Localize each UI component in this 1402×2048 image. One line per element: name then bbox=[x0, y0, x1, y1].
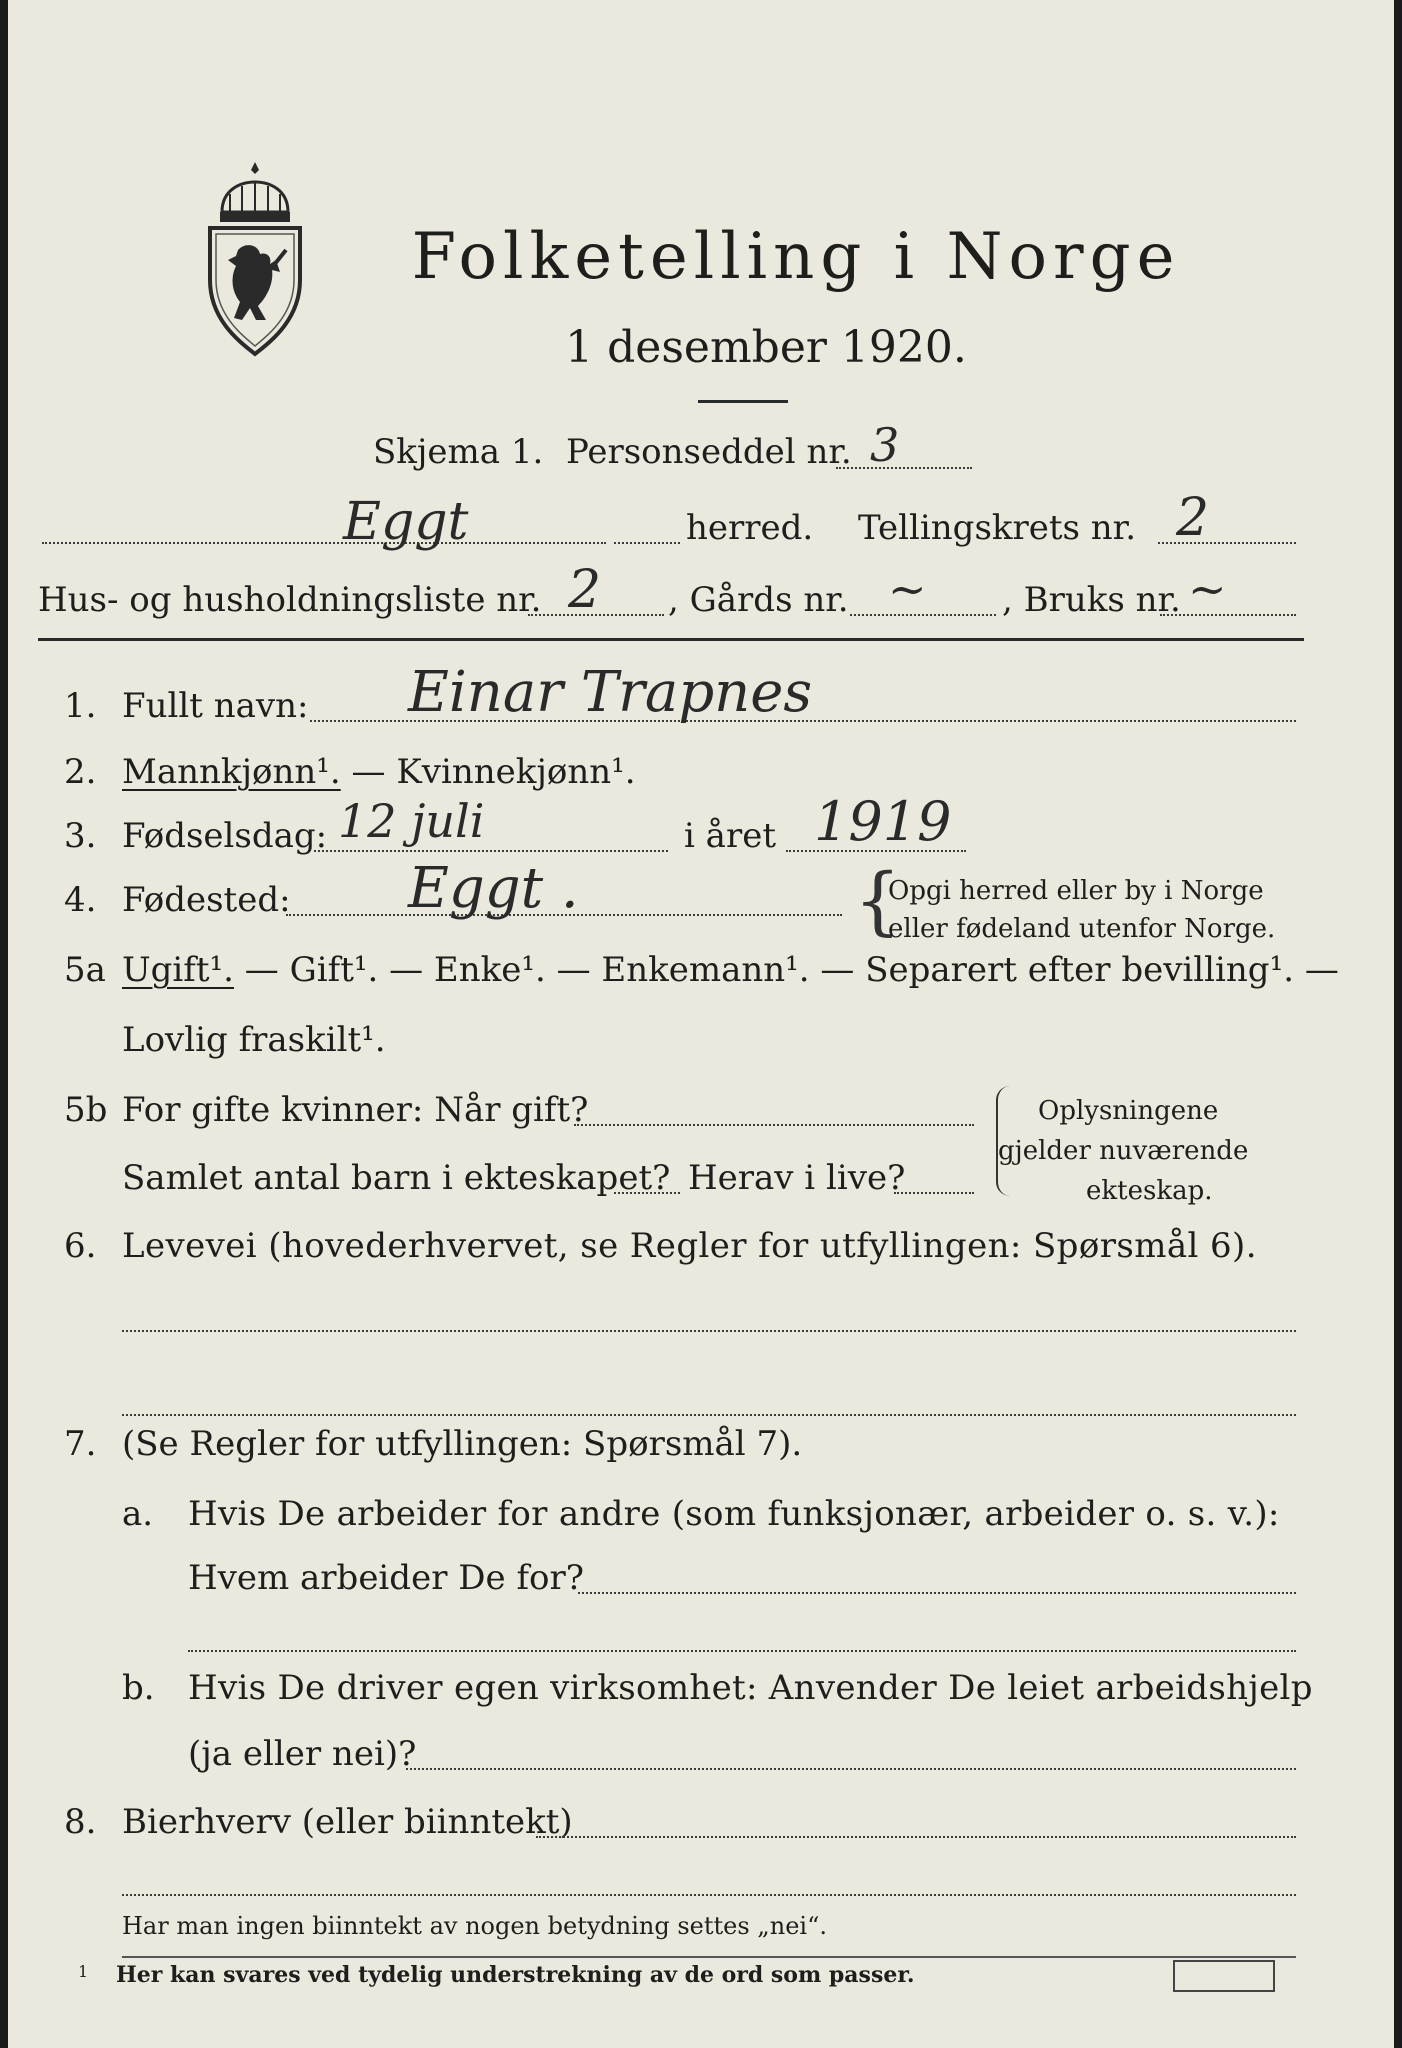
q7a-letter: a. bbox=[122, 1494, 154, 1534]
side-income-field-line[interactable] bbox=[536, 1836, 1296, 1838]
form-title: Folketelling i Norge bbox=[411, 220, 1181, 294]
q3-number: 3. bbox=[64, 816, 97, 856]
occupation-field-line-1[interactable] bbox=[122, 1330, 1296, 1332]
gards-value[interactable]: ~ bbox=[888, 562, 927, 616]
when-married-label: For gifte kvinner: Når gift? bbox=[122, 1090, 589, 1130]
skjema-label: Skjema 1. bbox=[373, 432, 544, 472]
full-name-value[interactable]: Einar Trapnes bbox=[408, 660, 813, 725]
birthplace-value[interactable]: Eggt . bbox=[408, 856, 579, 921]
employer-label: Hvem arbeider De for? bbox=[188, 1558, 584, 1598]
children-alive-field-line bbox=[894, 1192, 974, 1194]
gender-female-option[interactable]: Kvinnekjønn¹. bbox=[396, 752, 636, 792]
birthplace-label: Fødested: bbox=[122, 880, 291, 920]
birthdate-label: Fødselsdag: bbox=[122, 816, 328, 856]
q1-number: 1. bbox=[64, 686, 97, 726]
birthdate-value[interactable]: 12 juli bbox=[338, 794, 485, 848]
children-alive-label: Herav i live? bbox=[688, 1158, 906, 1198]
herred-label: herred. bbox=[686, 508, 814, 548]
herred-field-line bbox=[42, 542, 606, 544]
occupation-field-line-2[interactable] bbox=[122, 1414, 1296, 1416]
hired-help-field-line[interactable] bbox=[406, 1768, 1296, 1770]
herred-field-line-2 bbox=[614, 542, 680, 544]
printer-stamp-icon bbox=[1173, 1960, 1275, 1992]
footnote-mark: 1 bbox=[78, 1962, 89, 1981]
birthyear-value[interactable]: 1919 bbox=[814, 790, 952, 853]
bruks-value[interactable]: ~ bbox=[1188, 562, 1227, 616]
side-income-note: Har man ingen biinntekt av nogen betydning settes „nei“. bbox=[122, 1912, 827, 1940]
gards-label: , Gårds nr. bbox=[668, 580, 849, 620]
husholdningsliste-value[interactable]: 2 bbox=[568, 560, 602, 620]
marriage-note-line3: ekteskap. bbox=[1086, 1176, 1213, 1206]
q7-number: 7. bbox=[64, 1424, 97, 1464]
husholdningsliste-label: Hus- og husholdningsliste nr. bbox=[38, 580, 542, 620]
when-married-field-line bbox=[574, 1124, 974, 1126]
bruks-field-line bbox=[1160, 614, 1296, 616]
tellingskrets-label: Tellingskrets nr. bbox=[858, 508, 1137, 548]
bruks-label: , Bruks nr. bbox=[1002, 580, 1181, 620]
employee-question: Hvis De arbeider for andre (som funksjonær, arbeider o. s. v.): bbox=[188, 1494, 1280, 1534]
personseddel-label: Personseddel nr. bbox=[566, 432, 852, 472]
header-divider bbox=[38, 638, 1304, 641]
census-form-page bbox=[8, 0, 1394, 2048]
birthyear-label: i året bbox=[684, 816, 776, 856]
q7-label: (Se Regler for utfyllingen: Spørsmål 7). bbox=[122, 1424, 803, 1464]
herred-value[interactable]: Eggt bbox=[343, 492, 469, 552]
side-income-field-line-2[interactable] bbox=[122, 1894, 1296, 1896]
marriage-note-line2: gjelder nuværende bbox=[998, 1136, 1249, 1166]
birthplace-note-line2: eller fødeland utenfor Norge. bbox=[888, 914, 1276, 944]
footnote-divider bbox=[122, 1956, 1296, 1958]
employer-field-line-2[interactable] bbox=[188, 1650, 1296, 1652]
q2-number: 2. bbox=[64, 752, 97, 792]
gender-separator: — bbox=[340, 752, 397, 792]
personseddel-field-line bbox=[836, 467, 972, 469]
gender-male-option[interactable]: Mannkjønn¹. bbox=[122, 752, 341, 792]
marital-other-options[interactable]: — Gift¹. — Enke¹. — Enkemann¹. — Separert efter bevilling¹. — bbox=[233, 950, 1339, 990]
side-income-label: Bierhverv (eller biinntekt) bbox=[122, 1802, 573, 1842]
children-count-field-line bbox=[614, 1192, 680, 1194]
q7b-letter: b. bbox=[122, 1668, 155, 1708]
marital-unmarried-option[interactable]: Ugift¹. bbox=[122, 950, 234, 990]
q4-number: 4. bbox=[64, 880, 97, 920]
gender-row bbox=[122, 752, 636, 792]
occupation-label: Levevei (hovederhvervet, se Regler for utfyllingen: Spørsmål 6). bbox=[122, 1226, 1257, 1266]
q5a-number: 5a bbox=[64, 950, 106, 990]
footnote-text: Her kan svares ved tydelig understrekning av de ord som passer. bbox=[116, 1962, 915, 1988]
q6-number: 6. bbox=[64, 1226, 97, 1266]
hired-help-label: (ja eller nei)? bbox=[188, 1734, 417, 1774]
birthplace-note-brace: { bbox=[854, 858, 902, 944]
q8-number: 8. bbox=[64, 1802, 97, 1842]
q5b-number: 5b bbox=[64, 1090, 108, 1130]
birthplace-note-line1: Opgi herred eller by i Norge bbox=[888, 876, 1264, 906]
personseddel-value[interactable]: 3 bbox=[870, 418, 900, 472]
self-employed-question: Hvis De driver egen virksomhet: Anvender De leiet arbeidshjelp bbox=[188, 1668, 1313, 1708]
birthdate-field-line bbox=[314, 850, 668, 852]
census-date: 1 desember 1920. bbox=[565, 322, 967, 373]
children-count-label: Samlet antal barn i ekteskapet? bbox=[122, 1158, 671, 1198]
full-name-label: Fullt navn: bbox=[122, 686, 309, 726]
title-divider bbox=[698, 400, 788, 403]
marital-divorced-option[interactable]: Lovlig fraskilt¹. bbox=[122, 1020, 386, 1060]
marital-status-row bbox=[122, 950, 1339, 990]
tellingskrets-value[interactable]: 2 bbox=[1176, 488, 1210, 548]
employer-field-line[interactable] bbox=[578, 1592, 1296, 1594]
marriage-note-line1: Oplysningene bbox=[1038, 1096, 1219, 1126]
